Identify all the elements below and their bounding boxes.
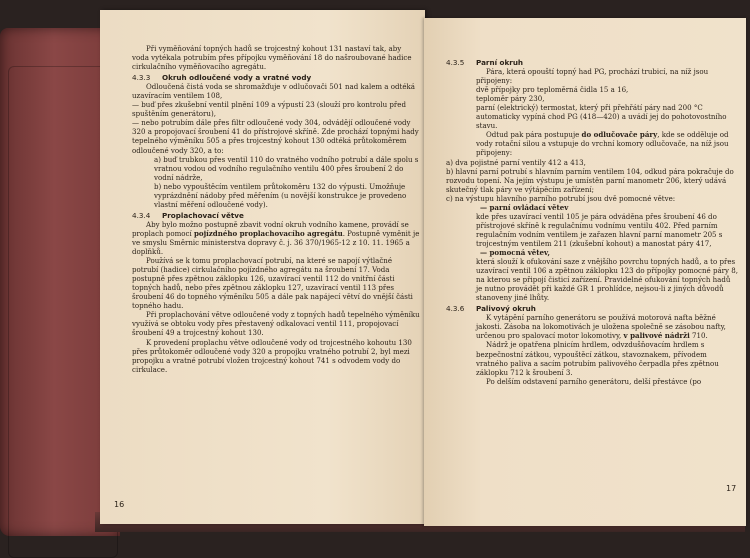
page-number: 17 bbox=[726, 484, 737, 493]
right-page bbox=[424, 18, 746, 526]
section-number: 4.3.6 bbox=[446, 304, 465, 314]
text: , kde se odděluje od vody rotační silou a vstupuje do vrchní komory odlučovače, na níž jsou připojeny: bbox=[476, 130, 729, 158]
section-number: 4.3.5 bbox=[446, 58, 465, 67]
text: K vytápění parního generátoru se používá motorová nafta běžné jakosti. Zásoba na lokomotivách je uložena společně se zásobou nafty, určenou pro spalovací motor lokomotivy, bbox=[476, 313, 726, 341]
list-item: — buď přes zkušební ventil plnění 109 a výpustí 23 (slouží pro kontrolu před spuštěním generátoru), bbox=[132, 100, 406, 119]
paragraph: K provedení proplachu větve odloučené vody od trojcestného kohoutu 130 přes průtokoměr odloučené vody 320 a propojku vratného potrubí 2, byl mezi propojku a vratné potrubí vložen trojcestný kohout 741 s odvodem vody do cirkulace. bbox=[132, 337, 412, 374]
paragraph bbox=[446, 313, 738, 340]
section-number: 4.3.3 bbox=[132, 73, 151, 83]
emphasis: do odlučovače páry bbox=[581, 130, 658, 140]
section-number: 4.3.4 bbox=[132, 210, 151, 220]
list-item: teploměr páry 230, bbox=[476, 94, 545, 104]
sub-heading: — parní ovládací větev bbox=[480, 202, 569, 212]
list-item: b) hlavní parní potrubí s hlavním parním ventilem 104, odkud pára pokračuje do rozvodu topení. Na jejím výstupu je umístěn parní manometr 206, který udává skutečný tlak páry ve výtápěcím zařízení; bbox=[446, 166, 734, 194]
section-heading bbox=[132, 73, 420, 82]
section-title: Okruh odloučené vody a vratné vody bbox=[162, 73, 312, 83]
text: Odtud pak pára postupuje bbox=[486, 130, 582, 140]
text: . Postupně vyměnit je ve smyslu Směrnic ministerstva dopravy č. j. 36 370/1965-12 z 10. 11. 1965 a doplňků. bbox=[132, 228, 420, 257]
section-title: Palivový okruh bbox=[476, 304, 536, 314]
right-page-text bbox=[446, 56, 738, 386]
paragraph: Nádrž je opatřena plnicím hrdlem, odvzdušňovacím hrdlem s bezpečnostní zátkou, vypouštěcí zátkou, stavoznakem, přívodem vratného paliva a sacím potrubím palivového čerpadla přes zpětnou záklopku 712 k šroubení 3. bbox=[476, 340, 719, 377]
paragraph: Pára, která opouští topný had PG, prochází trubicí, na níž jsou připojeny: bbox=[476, 67, 709, 86]
section-heading bbox=[132, 211, 420, 220]
paragraph: Po delším odstavení parního generátoru, delší přestávce (po bbox=[486, 376, 702, 386]
list-item: b) nebo vypouštěcím ventilem průtokoměru 132 do výpusti. Umožňuje vyprázdnění nádoby před měřením (u novější konstrukce je provedeno vlastní měření odloučené vody). bbox=[154, 181, 407, 209]
paragraph: Používá se k tomu proplachovací potrubí, na které se napojí výtlačné potrubí (hadice) cirkulačního pojízdného agregátu na šroubení 17. Voda postupně přes zpětnou záklopku 126, uzavírací ventil 112 do vnitřní části topných hadů, nebo přes zpětnou záklopku 127, uzavírací ventil 113 přes šroubení 46 do topného výměníku 505 a dále pak napájecí větví do vnější části topného hadu. bbox=[132, 256, 413, 311]
left-page-text bbox=[132, 44, 420, 374]
left-page bbox=[100, 10, 425, 524]
emphasis: pojízdného proplachovacího agregátu bbox=[193, 228, 343, 238]
section-title: Parní okruh bbox=[476, 58, 524, 67]
paragraph: která slouží k ofukování saze z vnějšího povrchu topných hadů, a to přes uzavírací ventil 106 a zpětnou záklopku 123 do přípojky pomocné páry 8, na kterou se připojí čisticí zařízení. Pravidelné ofukování topných hadů je nutno provádět při každé GR 1 prohlídce, nejsou-li z jiných důvodů stanoveny jiné lhůty. bbox=[476, 257, 738, 303]
section-heading bbox=[446, 304, 738, 313]
list-item: a) dva pojistné parní ventily 412 a 413, bbox=[446, 157, 586, 167]
text: 710. bbox=[689, 331, 708, 341]
paragraph bbox=[132, 220, 420, 256]
paragraph bbox=[446, 130, 738, 157]
page-number: 16 bbox=[114, 500, 125, 509]
paragraph: Při vyměňování topných hadů se trojcestný kohout 131 nastaví tak, aby voda vytékala potrubím přes přípojku vyměňování 18 do našroubované hadice cirkulačního vyměňovacího agregátu. bbox=[132, 44, 412, 72]
paragraph: Odloučená čistá voda se shromažďuje v odlučovači 501 nad kalem a odtéká uzavíracím ventilem 108, bbox=[132, 82, 415, 101]
list-item: parní (elektrický) termostat, který při přehřátí páry nad 200 °C automaticky vypíná chod PG (418—420) a uvádí jej do pohotovostního stavu. bbox=[476, 103, 727, 131]
paragraph: kde přes uzavírací ventil 105 je pára odváděna přes šroubení 46 do přístrojové skříně k regulačnímu vodnímu ventilu 402. Před parním regulačním vodním ventilem je zařazen hlavní parní manometr 205 s trojcestným ventilem 211 (zkušební kohout) a manostat páry 417, bbox=[476, 211, 723, 248]
list-item: c) na výstupu hlavního parního potrubí jsou dvě pomocné větve: bbox=[446, 193, 676, 203]
list-item: — nebo potrubím dále přes filtr odloučené vody 304, odvádějí odloučené vody 320 a propojovací šroubení 41 do přístrojové skříně. Zde prochází topnými hady tepelného výměníku 505 a přes trojcestný kohout 130 odtéká průtokoměrem odloučené vody 320, a to: bbox=[132, 118, 419, 155]
list-item: dvě přípojky pro teploměrná čidla 15 a 16, bbox=[476, 85, 629, 95]
sub-heading: — pomocná větev, bbox=[480, 247, 551, 257]
paragraph: Při proplachování větve odloučené vody z topných hadů tepelného výměníku využívá se obtoku vody přes přestavený odkalovací ventil 111, propojovací šroubení 49 a trojcestný kohout 130. bbox=[132, 310, 420, 338]
section-title: Proplachovací větve bbox=[162, 210, 244, 220]
list-item: a) buď trubkou přes ventil 110 do vratného vodního potrubí a dále spolu s vratnou vodou od vodního regulačního ventilu 400 přes šroubení 2 do vodní nádrže, bbox=[154, 154, 419, 182]
emphasis: v palivové nádrži bbox=[623, 331, 690, 341]
text: Aby bylo možno postupně zbavit vodní okruh vodního kamene, provádí se proplach pomocí bbox=[132, 219, 409, 238]
section-heading bbox=[446, 58, 738, 67]
